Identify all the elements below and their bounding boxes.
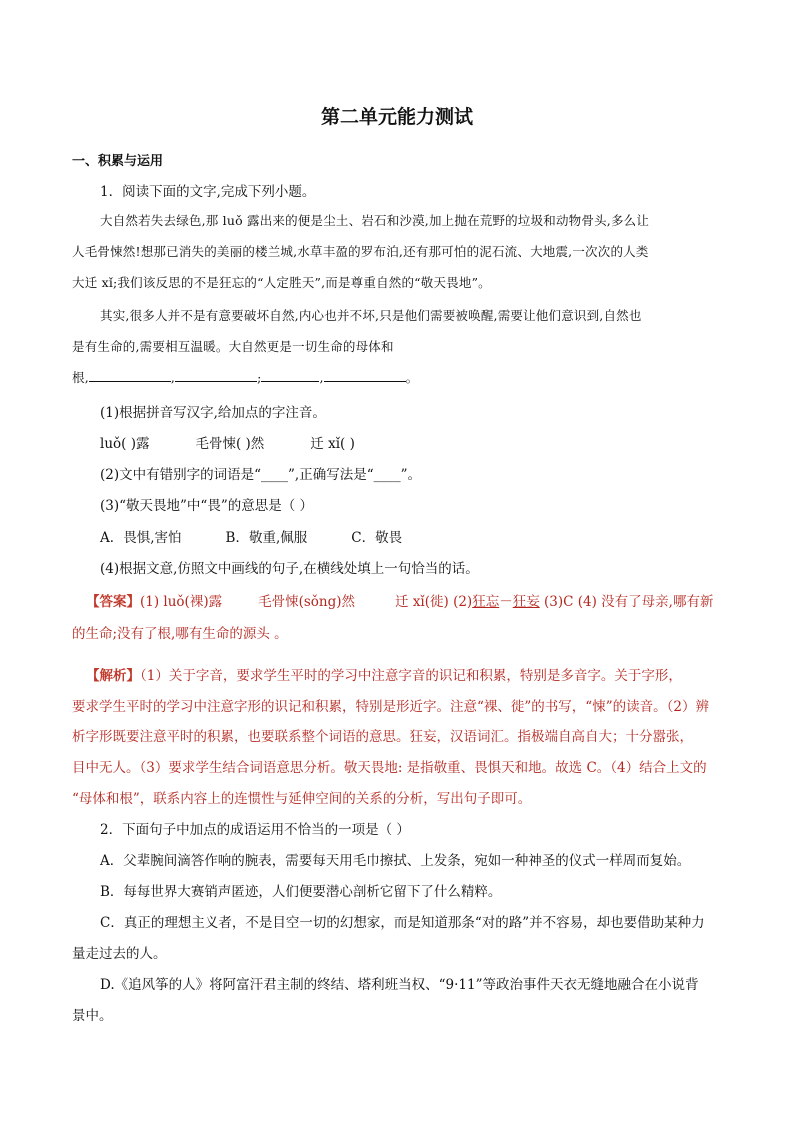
fill-blank-line — [72, 368, 732, 386]
pinyin-item-1: luǒ( )露 — [100, 436, 150, 452]
pinyin-item-3: 迁 xǐ( ) — [310, 436, 355, 452]
option-b: B．敬重,佩服 — [225, 530, 308, 546]
answer-blank[interactable] — [261, 369, 319, 382]
option-c: C．敬畏 — [351, 530, 403, 546]
blank-line-start: 根, — [72, 370, 89, 385]
analysis-line-1 — [86, 664, 746, 684]
answer-wrong-word: 狂忘 — [472, 594, 500, 610]
section-heading: 一、积累与运用 — [72, 154, 164, 169]
question-2-option-c: C．真正的理想主义者，不是目空一切的幻想家，而是知道那条“对的路”并不容易，却也要借助某种力 — [100, 915, 705, 931]
answer-blank[interactable] — [324, 369, 406, 382]
blank-separator: , — [170, 370, 176, 385]
page-title: 第二单元能力测试 — [320, 106, 473, 128]
answer-part-4: (3)C (4) 没有了母亲,哪有新 — [539, 594, 714, 610]
sub-question-1-items — [100, 432, 760, 452]
analysis-line-5: “母体和根”，联系内容上的连惯性与延伸空间的关系的分析，写出句子即可。 — [72, 791, 532, 807]
passage-line-4: 其实,很多人并不是有意要破坏自然,内心也并不坏,只是他们需要被唤醒,需要让他们意识到,自然也 — [100, 308, 642, 323]
answer-part-3: 迁 xǐ(徙) (2) — [395, 594, 473, 610]
answer-part-2: 毛骨悚(sǒng)然 — [258, 594, 356, 610]
sub-question-1: (1)根据拼音写汉字,给加点的字注音。 — [100, 405, 326, 421]
analysis-line-2: 要求学生平时的学习中注意字形的识记和积累，特别是形近字。注意“裸、徙”的书写，“悚”的读音。（2）辨 — [72, 699, 709, 715]
answer-line-1 — [86, 590, 746, 610]
question-2-option-b: B．每每世界大赛销声匿迹，人们便要潜心剖析它留下了什么精粹。 — [100, 884, 502, 900]
option-a: A．畏惧,害怕 — [100, 530, 182, 546]
passage-line-1: 大自然若失去绿色,那 luǒ 露出来的便是尘土、岩石和沙漠,加上抛在荒野的垃圾和动物骨头,多么让 — [100, 213, 650, 228]
sub-question-4: (4)根据文意,仿照文中画线的句子,在横线处填上一句恰当的话。 — [100, 561, 479, 577]
answer-blank[interactable] — [175, 369, 257, 382]
pinyin-item-2: 毛骨悚( )然 — [195, 436, 265, 452]
answer-dash: － — [499, 594, 513, 610]
answer-line-2: 的生命;没有了根,哪有生命的源头 。 — [72, 626, 288, 642]
analysis-line-3: 析字形既要注意平时的积累，也要联系整个词语的意思。狂妄，汉语词汇。指极端自高自大；十分嚣张， — [72, 729, 693, 745]
blank-separator: ; — [257, 370, 262, 385]
question-2-option-d: D.《追风筝的人》将阿富汗君主制的终结、塔利班当权、“9·11”等政治事件天衣无缝地融合在小说背 — [100, 977, 699, 993]
answer-blank[interactable] — [89, 369, 171, 382]
analysis-text-1: （1）关于字音，要求学生平时的学习中注意字音的识记和积累，特别是多音字。关于字形， — [140, 668, 682, 684]
blank-separator: , — [319, 370, 324, 385]
passage-line-5: 是有生命的,需要相互温暖。大自然更是一切生命的母体和 — [72, 339, 394, 354]
question-2-option-a: A．父辈腕间滴答作响的腕表，需要每天用毛巾擦拭、上发条，宛如一种神圣的仪式一样周而复始。 — [100, 853, 691, 869]
sub-question-3-options — [100, 526, 760, 546]
passage-line-3: 大迁 xǐ;我们该反思的不是狂忘的“人定胜天”,而是尊重自然的“敬天畏地”。 — [72, 275, 491, 290]
passage-line-2: 人毛骨悚然!想那已消失的美丽的楼兰城,水草丰盈的罗布泊,还有那可怕的泥石流、大地震,一次次的人类 — [72, 244, 649, 259]
answer-label: 【答案】 — [86, 594, 140, 610]
answer-part-1: (1) luǒ(裸)露 — [140, 594, 223, 610]
question-2-stem: 2．下面句子中加点的成语运用不恰当的一项是（ ） — [100, 822, 410, 838]
question-2-option-d-cont: 景中。 — [72, 1008, 113, 1024]
question-1-stem: 1．阅读下面的文字,完成下列小题。 — [100, 184, 316, 200]
answer-correct-word: 狂妄 — [512, 594, 540, 610]
analysis-line-4: 目中无人。（3）要求学生结合词语意思分析。敬天畏地: 是指敬重、畏惧天和地。故选 C。（4）结合上文的 — [72, 760, 707, 776]
question-2-option-c-cont: 量走过去的人。 — [72, 946, 167, 962]
analysis-label: 【解析】 — [86, 668, 140, 684]
sub-question-3: (3)“敬天畏地”中“畏”的意思是（ ） — [100, 498, 314, 514]
blank-end: 。 — [405, 370, 419, 385]
sub-question-2: (2)文中有错别字的词语是“____”,正确写法是“____”。 — [100, 467, 422, 483]
